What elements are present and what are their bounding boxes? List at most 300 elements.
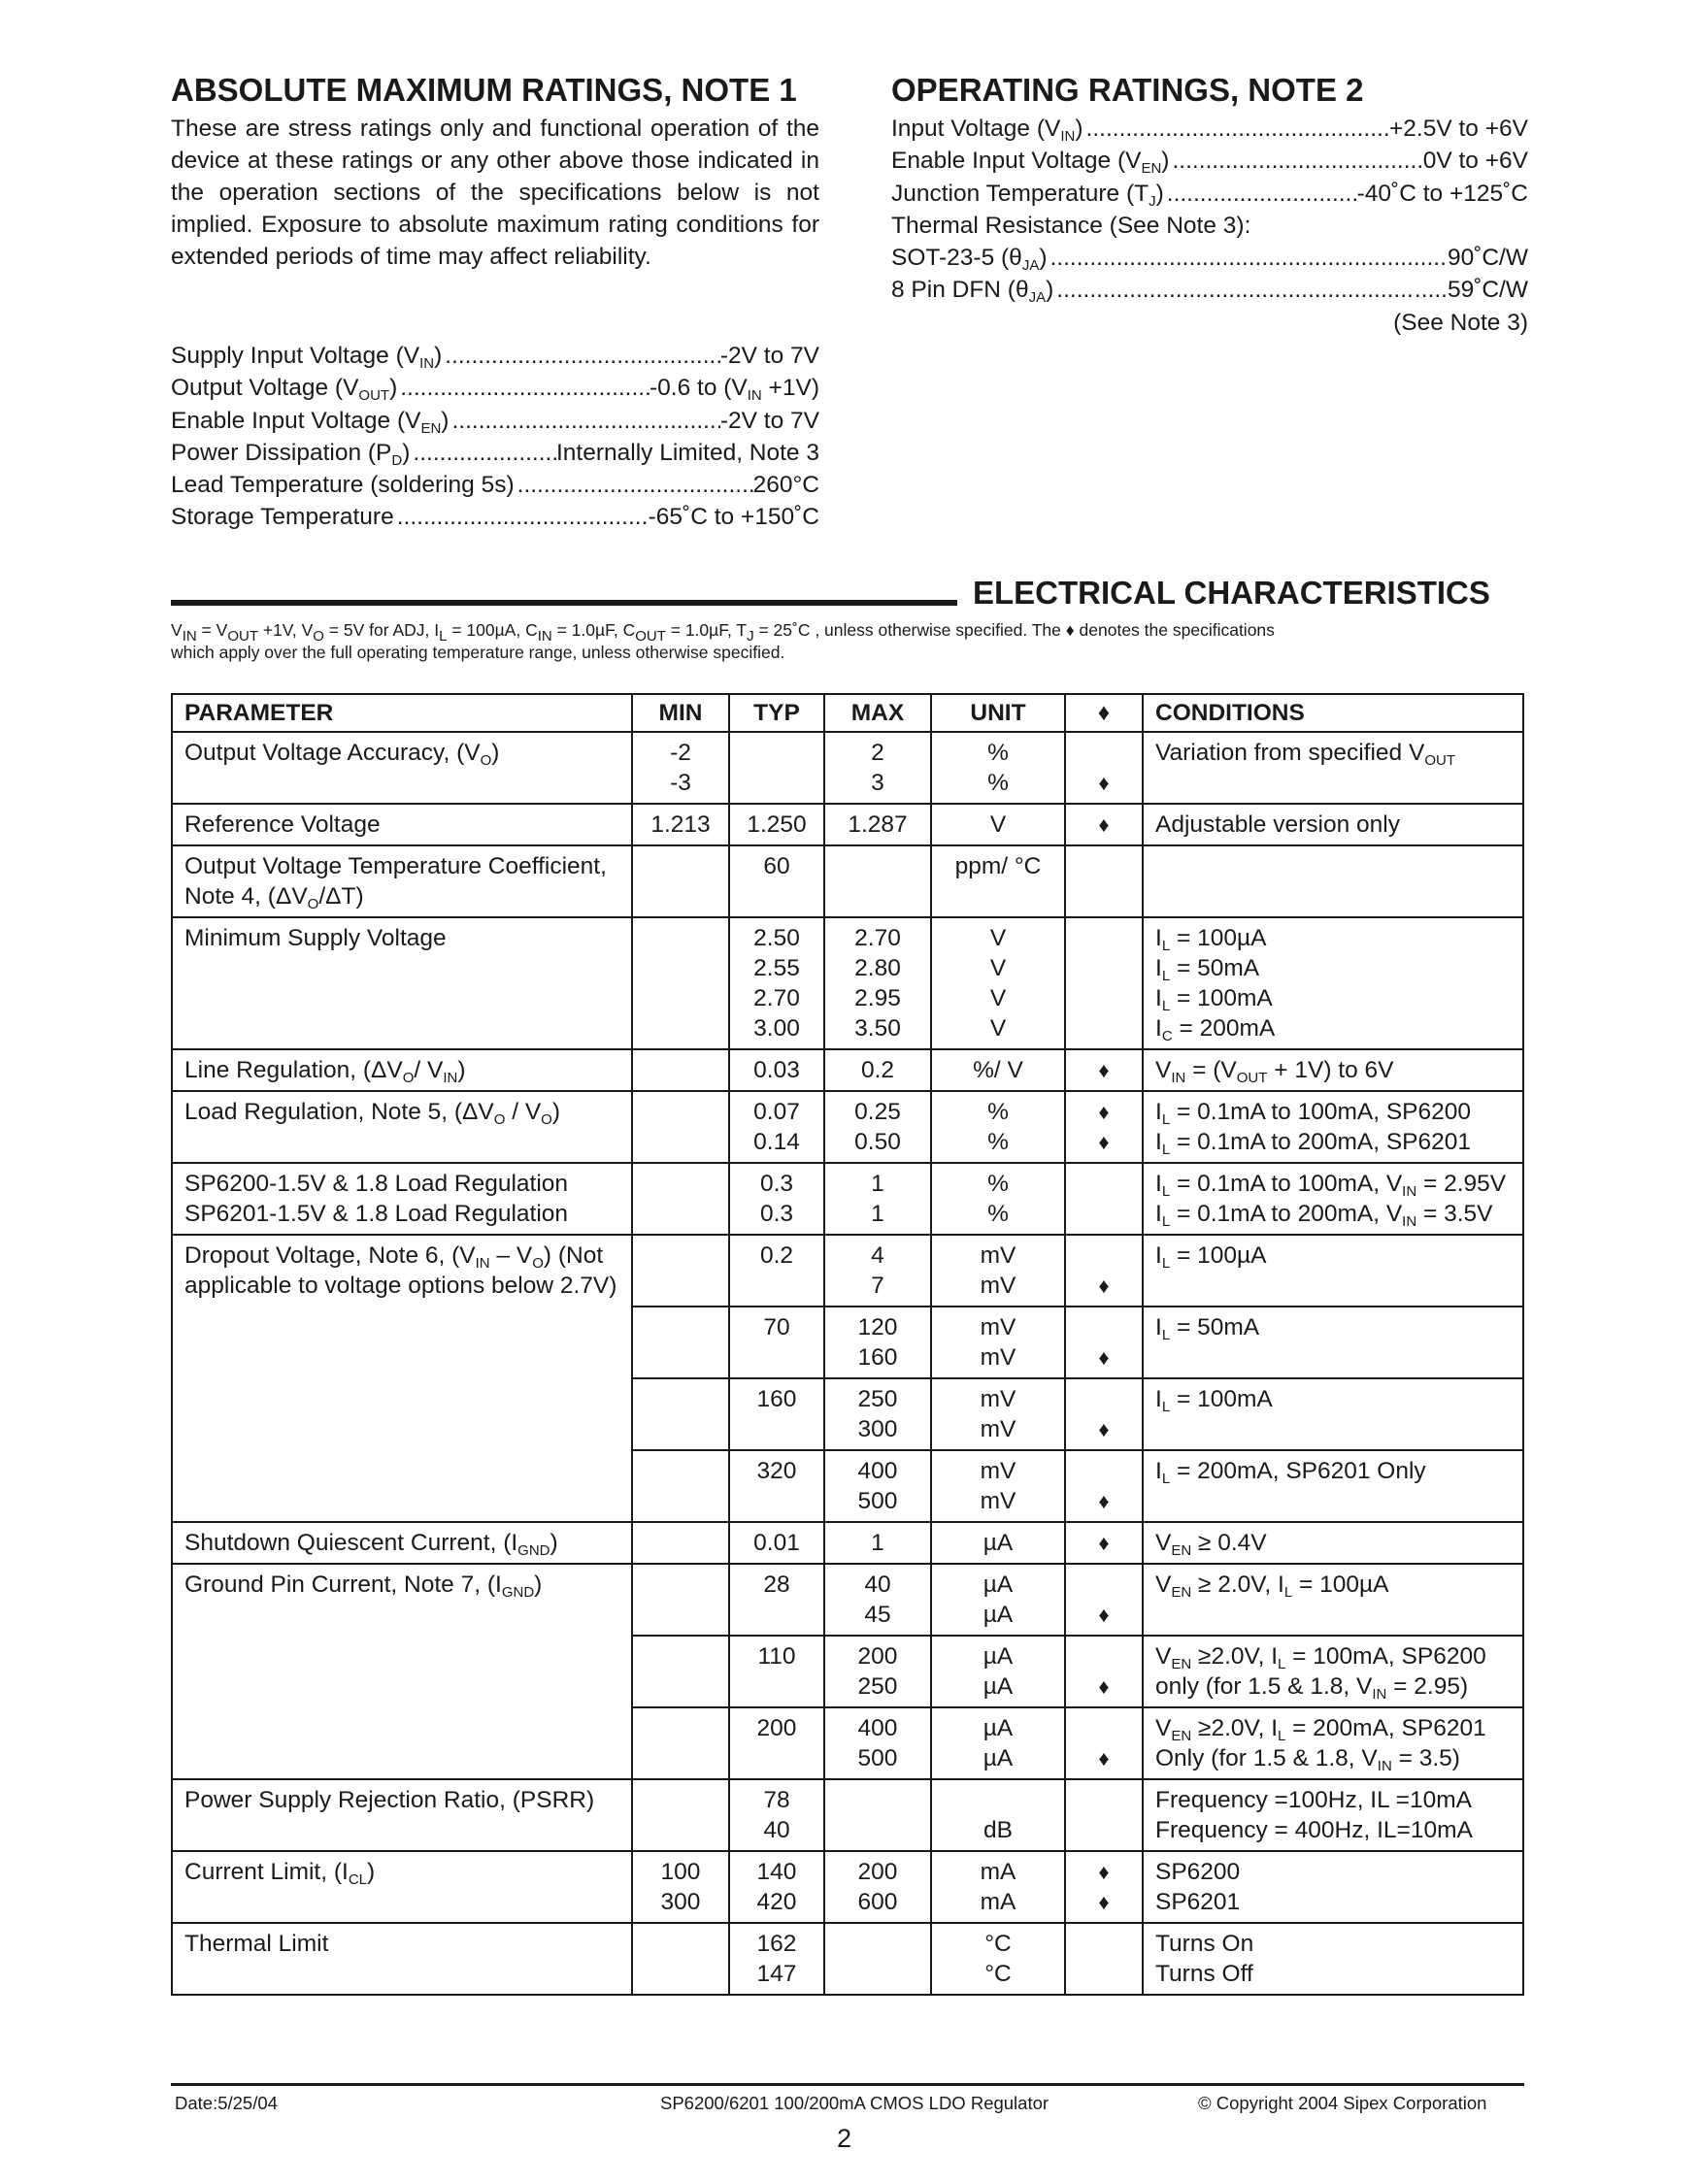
cell-line: ♦	[1098, 1417, 1110, 1441]
op-ratings-title: OPERATING RATINGS, NOTE 2	[891, 72, 1364, 108]
rating-value: .....59˚C/W	[1414, 277, 1528, 304]
cell-line	[1070, 738, 1138, 768]
cell-max	[824, 1378, 931, 1450]
cell-line: ♦	[1098, 1531, 1110, 1555]
cell-typ	[729, 1235, 824, 1307]
table-row	[172, 1522, 1523, 1564]
cell-max	[824, 1779, 931, 1851]
table-header-row	[172, 694, 1523, 732]
cell-line: 60	[763, 853, 790, 879]
cell-diamond	[1065, 1163, 1143, 1235]
cell-line: 7	[871, 1273, 884, 1299]
table-row	[172, 1851, 1523, 1923]
rating-label: Storage Temperature	[171, 504, 394, 531]
cell-line: only (for 1.5 & 1.8, $V_{IN} = 2.95$)	[1155, 1673, 1469, 1703]
cell-typ	[729, 1450, 824, 1522]
cell-conditions	[1143, 1851, 1523, 1923]
dot-leader	[1048, 242, 1448, 274]
abs-max-item	[171, 501, 819, 533]
column-header: PARAMETER	[172, 694, 632, 732]
cell-typ	[729, 1378, 824, 1450]
cell-line: ♦	[1098, 1058, 1110, 1082]
cell-line: Adjustable version only	[1155, 811, 1400, 838]
cell-line: 2.95	[854, 985, 901, 1011]
cell-line: 420	[756, 1889, 797, 1915]
cell-typ	[729, 1163, 824, 1235]
cell-line	[1070, 1384, 1138, 1414]
cell-min	[632, 1636, 729, 1707]
cell-line	[1070, 1641, 1138, 1671]
cell-typ	[729, 1522, 824, 1564]
cell-line: $I_L = 200mA$, SP6201 Only	[1155, 1458, 1426, 1487]
cell-line: 300	[660, 1889, 701, 1915]
table-row	[172, 917, 1523, 1049]
ec-intro-line-1: $V_{IN} = V_{OUT} +1V$, $V_O = 5V$ for ADJ, $I_L = 100\mu A$, $C_{IN} = 1.0\mu F$, $C_{OUT} = 1.0\mu F$, $T_J$ = 25˚C , unless otherwise specified. The ♦ denotes the specifications	[171, 620, 1275, 645]
cell-diamond	[1065, 1235, 1143, 1307]
cell-line: 300	[857, 1416, 898, 1442]
cell-line: $I_L = 0.1mA$ to 200mA, $V_{IN} = 3.5V$	[1155, 1201, 1493, 1230]
cell-line: Frequency =100Hz, IL =10mA	[1155, 1787, 1472, 1813]
rating-label: SOT-23-5 $(\theta_{JA})$	[891, 245, 1048, 275]
cell-parameter	[172, 1522, 632, 1564]
cell-line: V	[989, 985, 1007, 1011]
cell-conditions	[1143, 1923, 1523, 1995]
cell-parameter	[172, 1851, 632, 1923]
cell-line: mV	[980, 1344, 1016, 1371]
cell-line: mA	[980, 1859, 1016, 1885]
cell-max	[824, 1235, 931, 1307]
cell-conditions	[1143, 1378, 1523, 1450]
cell-min	[632, 1378, 729, 1450]
see-note-3: (See Note 3)	[1393, 310, 1528, 336]
cell-line: %	[987, 1201, 1009, 1227]
cell-line: $I_L = 100\mu A$	[1155, 925, 1267, 954]
cell-diamond	[1065, 917, 1143, 1049]
cell-line: 0.50	[854, 1129, 901, 1155]
cell-line: SP6201-1.5V & 1.8 Load Regulation	[184, 1201, 569, 1227]
cell-line: %	[987, 1099, 1009, 1125]
cell-line: $I_L = 100mA$	[1155, 985, 1273, 1014]
dot-leader	[394, 501, 649, 533]
cell-typ	[729, 917, 824, 1049]
rating-label: Lead Temperature (soldering 5s)	[171, 472, 515, 499]
cell-unit	[931, 1923, 1065, 1995]
rating-value: -2V to 7V	[719, 343, 819, 369]
cell-line: ♦	[1098, 1860, 1110, 1884]
rating-value: -2V to 7V	[719, 407, 819, 434]
cell-diamond	[1065, 1564, 1143, 1636]
op-rating-item	[891, 210, 1528, 242]
cell-diamond	[1065, 1307, 1143, 1378]
cell-typ	[729, 1923, 824, 1995]
cell-diamond	[1065, 1049, 1143, 1091]
op-rating-item	[891, 178, 1528, 210]
cell-line: ♦	[1098, 771, 1110, 795]
cell-line: Load Regulation, Note 5, $(\Delta V_O / V_O)$	[184, 1099, 561, 1128]
table-row	[172, 1779, 1523, 1851]
cell-line: 70	[763, 1314, 790, 1340]
cell-conditions	[1143, 1235, 1523, 1307]
cell-typ	[729, 845, 824, 917]
cell-max	[824, 1049, 931, 1091]
cell-line: 0.2	[860, 1057, 895, 1083]
cell-min	[632, 1779, 729, 1851]
cell-line: 200	[756, 1715, 797, 1741]
cell-max	[824, 917, 931, 1049]
cell-line: $I_L = 0.1mA$ to 100mA, $V_{IN} = 2.95V$	[1155, 1171, 1507, 1200]
cell-min	[632, 1923, 729, 1995]
cell-min	[632, 732, 729, 804]
cell-line: 600	[857, 1889, 898, 1915]
cell-line: 110	[757, 1643, 796, 1670]
rating-value: -0.6 to $(V_{IN} +1V)$	[649, 375, 819, 405]
cell-min	[632, 845, 729, 917]
cell-unit	[931, 1564, 1065, 1636]
cell-diamond	[1065, 1707, 1143, 1779]
cell-line: 200	[857, 1643, 898, 1670]
cell-line: µA	[983, 1673, 1014, 1700]
cell-unit	[931, 1707, 1065, 1779]
cell-line: V	[989, 925, 1007, 951]
cell-line: µA	[983, 1643, 1014, 1670]
column-header: MIN	[632, 694, 729, 732]
cell-diamond	[1065, 1522, 1143, 1564]
cell-line: 40	[864, 1572, 891, 1598]
op-rating-item	[891, 242, 1528, 274]
cell-line: Dropout Voltage, Note 6, $(V_{IN} - V_O)$ (Not applicable to voltage options below 2.7V)	[184, 1242, 617, 1299]
cell-parameter	[172, 804, 632, 845]
cell-line: $V_{IN} = (V_{OUT} + 1V)$ to 6V	[1155, 1057, 1394, 1086]
cell-line: µA	[983, 1572, 1014, 1598]
cell-diamond	[1065, 1851, 1143, 1923]
cell-line: 2.70	[854, 925, 901, 951]
cell-line	[1070, 1570, 1138, 1600]
column-header: TYP	[729, 694, 824, 732]
cell-line: µA	[983, 1745, 1014, 1771]
dot-leader	[449, 405, 719, 437]
cell-typ	[729, 804, 824, 845]
cell-line: ♦	[1098, 812, 1110, 837]
cell-line: Reference Voltage	[184, 811, 381, 838]
section-rule-left	[171, 600, 957, 606]
cell-line: $V_{EN} \ge 2.0V$, $I_L = 100mA$, SP6200	[1155, 1643, 1486, 1672]
cell-min	[632, 1707, 729, 1779]
dot-leader	[397, 372, 650, 404]
cell-line: mA	[980, 1889, 1016, 1915]
abs-max-item	[171, 372, 819, 404]
cell-max	[824, 1851, 931, 1923]
cell-line: 2.55	[753, 955, 800, 981]
cell-max	[824, 1564, 931, 1636]
column-header: CONDITIONS	[1143, 694, 1523, 732]
cell-line: V	[989, 1015, 1007, 1042]
table-row	[172, 1235, 1523, 1307]
rating-label: Enable Input Voltage $(V_{EN})$	[171, 407, 450, 437]
cell-unit	[931, 804, 1065, 845]
cell-line: mV	[980, 1458, 1016, 1484]
cell-line: Shutdown Quiescent Current, $(I_{GND})$	[184, 1530, 558, 1559]
cell-line: Line Regulation, ($\Delta V_O/$ $V_{IN}$)	[184, 1057, 466, 1086]
table-row	[172, 732, 1523, 804]
cell-line: %	[987, 740, 1009, 766]
cell-line: -3	[670, 770, 691, 796]
cell-min	[632, 1163, 729, 1235]
table-row	[172, 1564, 1523, 1636]
cell-unit	[931, 1851, 1065, 1923]
cell-line: 200	[857, 1859, 898, 1885]
cell-line: ♦	[1098, 1489, 1110, 1513]
cell-line: Turns Off	[1155, 1961, 1253, 1987]
cell-line: $I_L = 100\mu A$	[1155, 1242, 1267, 1272]
cell-line: 0.2	[759, 1242, 794, 1269]
cell-line: Power Supply Rejection Ratio, (PSRR)	[184, 1787, 595, 1813]
cell-line: 40	[763, 1817, 790, 1843]
cell-conditions	[1143, 1450, 1523, 1522]
cell-line: %	[987, 770, 1009, 796]
cell-line: $V_{EN} \ge 0.4V$	[1155, 1530, 1267, 1559]
cell-min	[632, 1851, 729, 1923]
cell-line: 2	[871, 740, 884, 766]
rating-label: Input Voltage $(V_{IN})$	[891, 116, 1083, 145]
cell-unit	[931, 1235, 1065, 1307]
cell-line: SP6200	[1155, 1859, 1241, 1885]
abs-max-item	[171, 405, 819, 437]
cell-line: %/ V	[973, 1057, 1023, 1083]
cell-max	[824, 1636, 931, 1707]
dot-leader	[515, 469, 753, 501]
cell-line: 160	[857, 1344, 898, 1371]
cell-line: 0.07	[753, 1099, 800, 1125]
cell-line: Variation from specified $V_{OUT}$	[1155, 740, 1456, 769]
cell-max	[824, 1707, 931, 1779]
cell-max	[824, 1091, 931, 1163]
cell-max	[824, 1307, 931, 1378]
cell-min	[632, 1564, 729, 1636]
electrical-characteristics-table	[171, 693, 1524, 1996]
cell-diamond	[1065, 1378, 1143, 1450]
cell-unit	[931, 1091, 1065, 1163]
cell-diamond	[1065, 1450, 1143, 1522]
cell-line: $I_L = 50mA$	[1155, 1314, 1260, 1343]
column-header: MAX	[824, 694, 931, 732]
cell-max	[824, 845, 931, 917]
cell-diamond	[1065, 1091, 1143, 1163]
cell-unit	[931, 732, 1065, 804]
cell-line: mV	[980, 1386, 1016, 1412]
cell-parameter	[172, 1163, 632, 1235]
cell-line	[936, 1785, 1060, 1815]
cell-line	[1070, 1312, 1138, 1342]
cell-line: 3	[871, 770, 884, 796]
cell-conditions	[1143, 1091, 1523, 1163]
cell-typ	[729, 1307, 824, 1378]
op-rating-item	[891, 145, 1528, 177]
cell-conditions	[1143, 1707, 1523, 1779]
cell-unit	[931, 1378, 1065, 1450]
cell-parameter	[172, 732, 632, 804]
cell-diamond	[1065, 845, 1143, 917]
footer-doc-title: SP6200/6201 100/200mA CMOS LDO Regulator	[660, 2093, 1049, 2113]
cell-conditions	[1143, 1522, 1523, 1564]
cell-line: 1.213	[650, 811, 711, 838]
cell-min	[632, 1450, 729, 1522]
cell-line: 0.25	[854, 1099, 901, 1125]
cell-line: 160	[756, 1386, 797, 1412]
abs-max-item	[171, 437, 819, 469]
cell-max	[824, 804, 931, 845]
column-header: ♦	[1065, 694, 1143, 732]
rating-value: 0V to +6V	[1422, 148, 1528, 175]
cell-line: Output Voltage Temperature Coefficient, Note 4, $(\Delta V_O/\Delta T)$	[184, 853, 607, 912]
cell-line: $V_{EN} \ge 2.0V$, $I_L = 100\mu A$	[1155, 1572, 1389, 1601]
cell-line: ♦	[1098, 1345, 1110, 1370]
cell-line: 140	[756, 1859, 797, 1885]
cell-diamond	[1065, 804, 1143, 845]
op-ratings-list	[891, 113, 1528, 307]
abs-max-item	[171, 340, 819, 372]
cell-parameter	[172, 1779, 632, 1851]
ec-title: ELECTRICAL CHARACTERISTICS	[973, 575, 1490, 611]
cell-line: ♦	[1098, 1100, 1110, 1124]
rating-value: -40˚C to +125˚C	[1356, 180, 1528, 207]
cell-line: mV	[980, 1488, 1016, 1514]
cell-line: ♦	[1098, 1130, 1110, 1154]
cell-line: 3.50	[854, 1015, 901, 1042]
cell-parameter	[172, 1091, 632, 1163]
cell-diamond	[1065, 1636, 1143, 1707]
rating-value: 90˚C/W	[1447, 245, 1528, 272]
cell-line: $I_L = 50mA$	[1155, 955, 1260, 984]
rating-value: Internally Limited, Note 3	[556, 439, 819, 466]
cell-parameter	[172, 845, 632, 917]
cell-conditions	[1143, 1307, 1523, 1378]
abs-max-title: ABSOLUTE MAXIMUM RATINGS, NOTE 1	[171, 72, 797, 108]
cell-line: 45	[864, 1602, 891, 1628]
rating-label: Enable Input Voltage $(V_{EN})$	[891, 148, 1170, 178]
cell-unit	[931, 917, 1065, 1049]
cell-line: SP6200-1.5V & 1.8 Load Regulation	[184, 1171, 569, 1197]
cell-typ	[729, 1049, 824, 1091]
cell-line: %	[987, 1171, 1009, 1197]
cell-line: $I_L = 0.1mA$ to 200mA, SP6201	[1155, 1129, 1472, 1158]
cell-conditions	[1143, 804, 1523, 845]
rating-label: Power Dissipation $(P_D)$	[171, 439, 411, 469]
cell-line: 162	[756, 1931, 797, 1957]
cell-line: 2.50	[753, 925, 800, 951]
cell-line	[1070, 1241, 1138, 1271]
cell-typ	[729, 732, 824, 804]
cell-line	[1070, 1713, 1138, 1743]
cell-line: Thermal Limit	[184, 1931, 329, 1957]
cell-min	[632, 1235, 729, 1307]
cell-line: 78	[763, 1787, 790, 1813]
table-row	[172, 1049, 1523, 1091]
cell-unit	[931, 1307, 1065, 1378]
cell-unit	[931, 1636, 1065, 1707]
footer-copyright: © Copyright 2004 Sipex Corporation	[1198, 2093, 1487, 2113]
cell-parameter	[172, 1049, 632, 1091]
cell-unit	[931, 1163, 1065, 1235]
cell-line: 250	[857, 1673, 898, 1700]
cell-min	[632, 1307, 729, 1378]
cell-line: ♦	[1098, 1890, 1110, 1914]
dot-leader	[1164, 178, 1357, 210]
cell-conditions	[1143, 732, 1523, 804]
cell-line	[1070, 1456, 1138, 1486]
cell-line: 0.03	[753, 1057, 800, 1083]
dot-leader	[1083, 113, 1389, 145]
op-rating-item	[891, 274, 1528, 306]
rating-label: Output Voltage $(V_{OUT})$	[171, 375, 398, 405]
cell-line: dB	[983, 1817, 1013, 1843]
cell-line: Current Limit, $(I_{CL})$	[184, 1859, 376, 1888]
cell-line: $I_C = 200mA$	[1155, 1015, 1276, 1044]
cell-conditions	[1143, 1636, 1523, 1707]
cell-line: mV	[980, 1273, 1016, 1299]
cell-line: Output Voltage Accuracy, $(V_O)$	[184, 740, 500, 769]
cell-conditions	[1143, 1564, 1523, 1636]
rating-label: Thermal Resistance (See Note 3):	[891, 212, 1251, 239]
cell-line: ppm/ °C	[954, 853, 1042, 879]
cell-line: 500	[857, 1745, 898, 1771]
cell-line: 320	[756, 1458, 797, 1484]
cell-max	[824, 1923, 931, 1995]
cell-line: 3.00	[753, 1015, 800, 1042]
cell-conditions	[1143, 1163, 1523, 1235]
cell-conditions	[1143, 1779, 1523, 1851]
cell-typ	[729, 1851, 824, 1923]
rating-value: -65˚C to +150˚C	[648, 504, 819, 531]
cell-max	[824, 1163, 931, 1235]
cell-line: 147	[756, 1961, 797, 1987]
dot-leader	[1053, 274, 1415, 306]
cell-line: 1	[871, 1201, 884, 1227]
cell-min	[632, 1049, 729, 1091]
cell-line: 0.3	[759, 1201, 794, 1227]
cell-unit	[931, 1049, 1065, 1091]
op-rating-item	[891, 113, 1528, 145]
cell-line: Minimum Supply Voltage	[184, 925, 447, 951]
cell-line: 120	[857, 1314, 898, 1340]
cell-line: 1	[871, 1530, 884, 1556]
cell-line: 0.14	[753, 1129, 800, 1155]
cell-line: $I_L = 0.1mA$ to 100mA, SP6200	[1155, 1099, 1472, 1128]
cell-line: 500	[857, 1488, 898, 1514]
cell-min	[632, 917, 729, 1049]
abs-max-item	[171, 469, 819, 501]
abs-max-list	[171, 340, 819, 534]
cell-line: 250	[857, 1386, 898, 1412]
cell-diamond	[1065, 1779, 1143, 1851]
cell-line: µA	[983, 1715, 1014, 1741]
cell-line: 2.80	[854, 955, 901, 981]
cell-line: ♦	[1098, 1746, 1110, 1770]
rating-value: +2.5V to +6V	[1388, 116, 1528, 142]
table-row	[172, 1923, 1523, 1995]
footer-rule	[171, 2083, 1524, 2086]
cell-conditions	[1143, 1049, 1523, 1091]
cell-line: mV	[980, 1242, 1016, 1269]
cell-line: °C	[984, 1931, 1012, 1957]
cell-line: SP6201	[1155, 1889, 1241, 1915]
cell-line: 1.287	[848, 811, 908, 838]
cell-line: $I_L = 100mA$	[1155, 1386, 1273, 1415]
cell-line: 28	[763, 1572, 790, 1598]
cell-diamond	[1065, 1923, 1143, 1995]
cell-max	[824, 1522, 931, 1564]
cell-line: ♦	[1098, 1274, 1110, 1298]
cell-parameter	[172, 1235, 632, 1522]
